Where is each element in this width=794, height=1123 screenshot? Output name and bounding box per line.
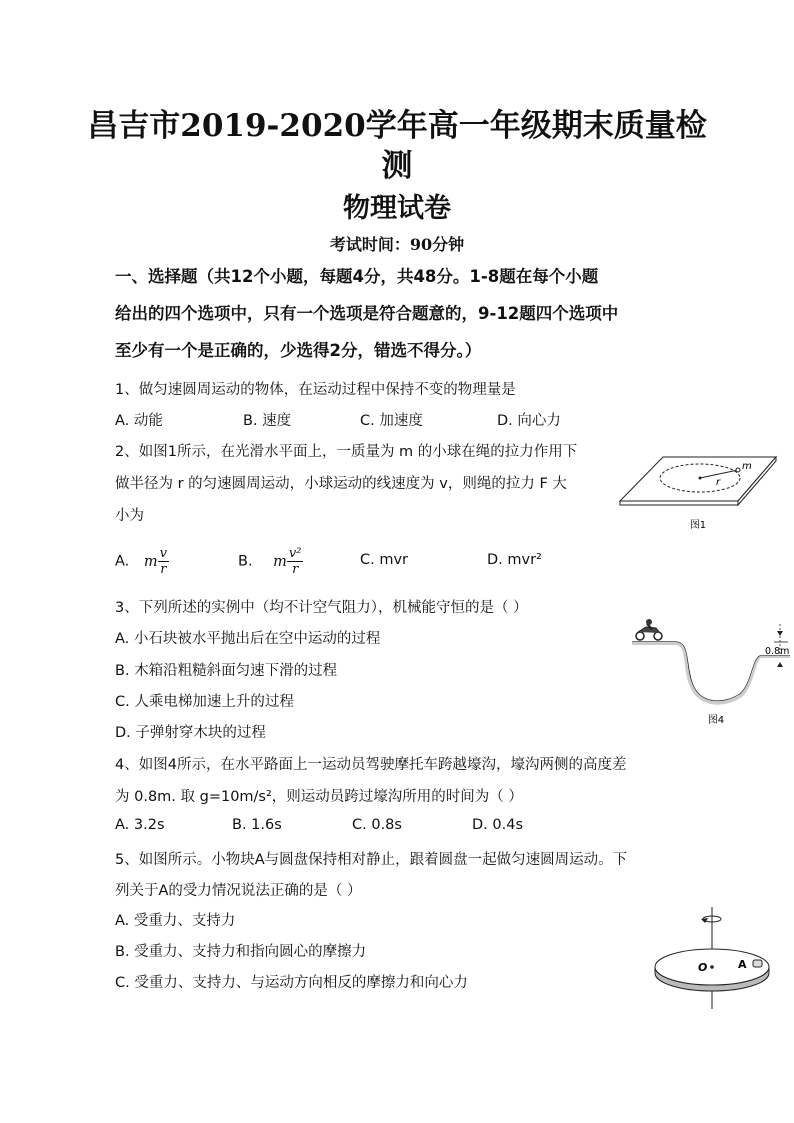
q4-stem-line1: 4、如图4所示，在水平路面上一运动员驾驶摩托车跨越壕沟，壕沟两侧的高度差 — [115, 757, 627, 773]
q2-option-b: B. m $\frac{\text{v²}}{r}$ — [238, 546, 302, 577]
q1-stem: 1、做匀速圆周运动的物体，在运动过程中保持不变的物理量是 — [115, 382, 516, 398]
q5-stem-line1: 5、如图所示。小物块A与圆盘保持相对静止，跟着圆盘一起做匀速圆周运动。下 — [115, 852, 628, 868]
figure-1-diagram — [618, 455, 778, 535]
q2-option-a-fraction: $\frac{v}{r}$ — [159, 546, 167, 577]
q5-stem-line2: 列关于A的受力情况说法正确的是（ ） — [115, 883, 362, 899]
q4-option-b: B. 1.6s — [232, 817, 282, 833]
page-title-line2: 测 — [381, 148, 413, 184]
block-a-icon — [753, 960, 762, 967]
figure-1-radius-label: r — [716, 477, 721, 488]
q3-stem: 3、下列所述的实例中（均不计空气阻力），机械能守恒的是（ ） — [115, 600, 528, 616]
q5-option-a: A. 受重力、支持力 — [115, 913, 236, 929]
q3-option-a: A. 小石块被水平抛出后在空中运动的过程 — [115, 631, 381, 647]
section-instruction-line3: 至少有一个是正确的，少选得2分，错选不得分。） — [115, 341, 482, 360]
q2-option-c: C. mvr — [360, 552, 409, 568]
q1-option-a: A. 动能 — [115, 413, 163, 429]
figure-5-center-label: O — [698, 961, 708, 974]
q4-stem-line2: 为 0.8m. 取 g=10m/s²，则运动员跨过壕沟所用的时间为（ ） — [115, 789, 523, 805]
q2-option-d: D. mvr² — [487, 552, 542, 568]
q1-option-c: C. 加速度 — [360, 413, 423, 429]
q2-stem-line2: 做半径为 r 的匀速圆周运动，小球运动的线速度为 v，则绳的拉力 F 大 — [115, 476, 567, 492]
figure-5-disk-diagram — [650, 905, 780, 1013]
q4-option-d: D. 0.4s — [472, 817, 523, 833]
q3-option-d: D. 子弹射穿木块的过程 — [115, 725, 266, 741]
figure-4-diagram — [630, 618, 794, 730]
q4-option-a: A. 3.2s — [115, 817, 165, 833]
figure-4-height-label: 0.8m — [765, 646, 790, 657]
q1-option-b: B. 速度 — [243, 413, 292, 429]
q2-stem-line1: 2、如图1所示，在光滑水平面上，一质量为 m 的小球在绳的拉力作用下 — [115, 444, 578, 460]
motorcycle-icon — [636, 619, 662, 640]
page-title-line1: 昌吉市2019-2020学年高一年级期末质量检 — [87, 108, 707, 144]
q4-option-c: C. 0.8s — [352, 817, 402, 833]
q3-option-b: B. 木箱沿粗糙斜面匀速下滑的过程 — [115, 663, 338, 679]
exam-time: 考试时间：90分钟 — [329, 235, 465, 254]
q5-option-c: C. 受重力、支持力、与运动方向相反的摩擦力和向心力 — [115, 975, 468, 991]
q3-option-c: C. 人乘电梯加速上升的过程 — [115, 694, 294, 710]
q2-option-a: A. m $\frac{v}{r}$ — [115, 546, 167, 577]
q2-stem-line3: 小为 — [115, 508, 144, 524]
section-instruction-line2: 给出的四个选项中，只有一个选项是符合题意的，9-12题四个选项中 — [115, 304, 619, 323]
figure-4-caption: 图4 — [707, 715, 725, 726]
figure-1-caption: 图1 — [689, 520, 707, 531]
q5-option-b: B. 受重力、支持力和指向圆心的摩擦力 — [115, 944, 367, 960]
q2-option-b-fraction: $\frac{\text{v²}}{r}$ — [288, 546, 302, 577]
page-subtitle: 物理试卷 — [343, 193, 451, 224]
figure-5-block-label: A — [738, 958, 747, 971]
figure-1-mass-label: m — [742, 461, 752, 472]
section-instruction-line1: 一、选择题（共12个小题，每题4分，共48分。1-8题在每个小题 — [115, 267, 599, 286]
q1-option-d: D. 向心力 — [497, 413, 561, 429]
